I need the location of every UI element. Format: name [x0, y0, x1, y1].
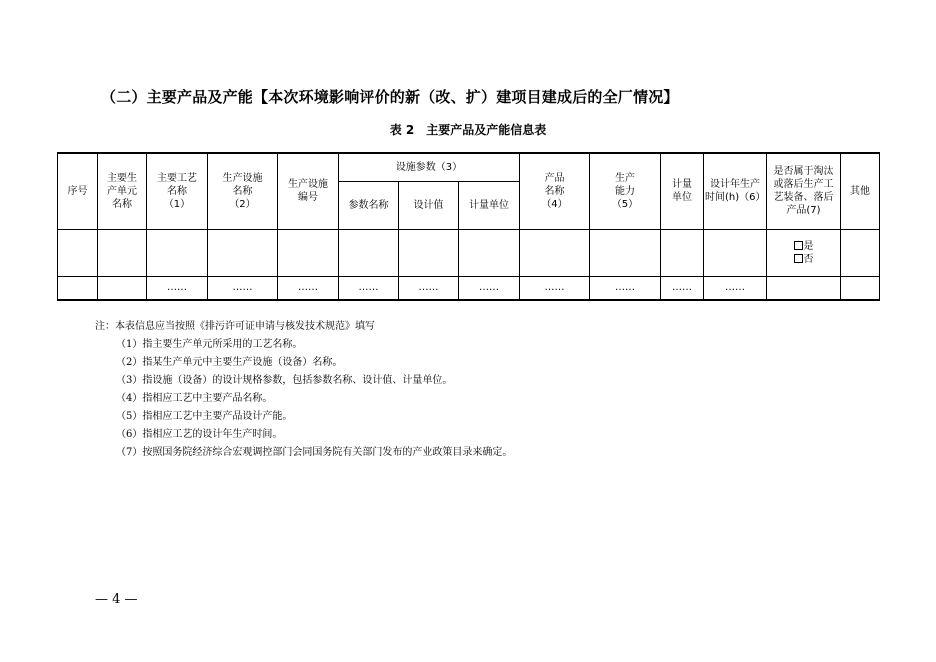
option-no-label: 否: [803, 253, 814, 265]
header-process-line: （1）: [163, 198, 191, 210]
table-cell[interactable]: [399, 229, 459, 276]
ellipsis-cell: ……: [278, 276, 339, 300]
note-item: （3）指设施（设备）的设计规格参数，包括参数名称、设计值、计量单位。: [116, 375, 453, 386]
note-item: （2）指某生产单元中主要生产设施（设备）名称。: [116, 357, 343, 368]
ellipsis-cell: ……: [590, 276, 661, 300]
table-cell: [841, 276, 880, 300]
note-item: （5）指相应工艺中主要产品设计产能。: [116, 411, 293, 422]
note-item: （1）指主要生产单元所采用的工艺名称。: [116, 339, 303, 350]
table-cell[interactable]: [208, 229, 278, 276]
header-facility: [208, 153, 278, 229]
header-measure-unit-line: 计量: [672, 179, 692, 191]
header-production-unit-line: 名称: [112, 198, 132, 210]
ellipsis-cell: ……: [459, 276, 520, 300]
table-cell: [98, 276, 147, 300]
header-process-line: 名称: [167, 185, 187, 197]
table-cell[interactable]: [58, 229, 98, 276]
header-param-name: 参数名称: [339, 181, 399, 229]
header-production-unit: [98, 153, 147, 229]
header-facility-params: 设施参数（3）: [339, 153, 520, 181]
header-row-1: [58, 153, 880, 181]
table-cell[interactable]: [339, 229, 399, 276]
header-obsolete: [767, 153, 841, 229]
header-process-line: 主要工艺: [157, 172, 197, 184]
header-production-unit-line: 产单元: [107, 185, 137, 197]
page-number: — 4 —: [95, 592, 138, 607]
ellipsis-cell: ……: [399, 276, 459, 300]
header-product-line: 名称: [544, 185, 565, 197]
header-capacity-line: （5）: [611, 198, 639, 210]
table-cell[interactable]: [147, 229, 208, 276]
table-cell[interactable]: [98, 229, 147, 276]
header-design-value: 设计值: [399, 181, 459, 229]
notes: [95, 318, 512, 462]
header-process: [147, 153, 208, 229]
table-row: [58, 229, 880, 276]
header-measure-unit-line: 单位: [672, 192, 692, 204]
header-other: 其他: [841, 153, 880, 229]
table-cell[interactable]: [590, 229, 661, 276]
note-item: （4）指相应工艺中主要产品名称。: [116, 393, 273, 404]
table-cell: [58, 276, 98, 300]
ellipsis-cell: ……: [704, 276, 767, 300]
table-cell: [767, 276, 841, 300]
notes-intro: 注：本表信息应当按照《排污许可证申请与核发技术规范》填写: [95, 321, 375, 332]
header-facility-number-line: 生产设施: [288, 179, 328, 191]
note-item: （7）按照国务院经济综合宏观调控部门会同国务院有关部门发布的产业政策目录来确定。: [116, 447, 513, 458]
header-obsolete-line: 产品(7): [786, 205, 821, 217]
ellipsis-cell: ……: [339, 276, 399, 300]
ellipsis-cell: ……: [520, 276, 590, 300]
header-capacity-line: 生产: [615, 172, 635, 184]
ellipsis-cell: ……: [208, 276, 278, 300]
header-facility-number: [278, 153, 339, 229]
header-facility-line: （2）: [229, 198, 256, 210]
header-production-unit-line: 主要生: [107, 172, 137, 184]
option-no[interactable]: [768, 253, 839, 266]
ellipsis-cell: ……: [661, 276, 704, 300]
table-cell[interactable]: [704, 229, 767, 276]
table-cell[interactable]: [841, 229, 880, 276]
product-capacity-table: [57, 152, 880, 301]
header-facility-number-line: 编号: [298, 192, 318, 204]
section-heading: （二）主要产品及产能【本次环境影响评价的新（改、扩）建项目建成后的全厂情况】: [101, 88, 679, 106]
checkbox-icon[interactable]: [794, 254, 803, 263]
table-row: [58, 276, 880, 300]
table-cell[interactable]: [661, 229, 704, 276]
option-yes-label: 是: [803, 240, 814, 252]
header-obsolete-line: 艺装备、落后: [773, 192, 834, 204]
header-product-line: （4）: [541, 198, 568, 210]
ellipsis-cell: ……: [147, 276, 208, 300]
table-cell[interactable]: [520, 229, 590, 276]
header-capacity-line: 能力: [615, 185, 635, 197]
obsolete-choice-cell: [767, 229, 841, 276]
header-annual-hours-line: 设计年生产: [710, 179, 760, 191]
header-product-line: 产品: [544, 172, 565, 184]
option-yes[interactable]: [768, 240, 839, 253]
header-param-unit: 计量单位: [459, 181, 520, 229]
table-cell[interactable]: [459, 229, 520, 276]
header-annual-hours: [704, 153, 767, 229]
table-cell[interactable]: [278, 229, 339, 276]
header-capacity: [590, 153, 661, 229]
header-obsolete-line: 或落后生产工: [773, 179, 834, 191]
header-obsolete-line: 是否属于淘汰: [773, 166, 834, 178]
checkbox-icon[interactable]: [794, 241, 803, 250]
header-facility-line: 生产设施: [222, 172, 263, 184]
header-measure-unit: [661, 153, 704, 229]
header-facility-line: 名称: [232, 185, 253, 197]
header-annual-hours-line: 时间(h)（6）: [705, 192, 766, 204]
note-item: （6）指相应工艺的设计年生产时间。: [116, 429, 283, 440]
header-product: [520, 153, 590, 229]
header-seq: 序号: [58, 153, 98, 229]
table-title: 表 2 主要产品及产能信息表: [389, 123, 547, 137]
